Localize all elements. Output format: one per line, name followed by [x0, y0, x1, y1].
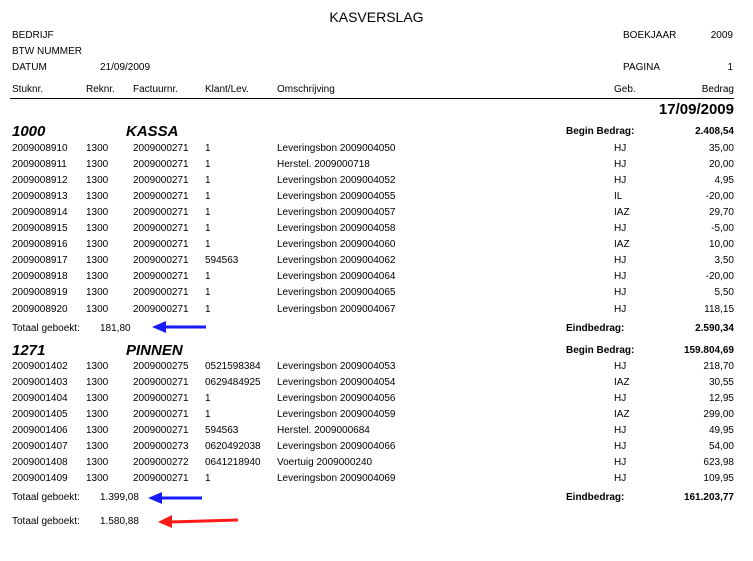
- cell-omschrijving: Leveringsbon 2009004066: [277, 441, 396, 453]
- cell-stuknr: 2009008913: [12, 191, 68, 203]
- cell-omschrijving: Voertuig 2009000240: [277, 457, 373, 469]
- begin-bedrag-label: Begin Bedrag:: [566, 126, 635, 137]
- cell-reknr: 1300: [86, 441, 109, 453]
- col-factuurnr: Factuurnr.: [133, 84, 179, 95]
- table-row: [0, 425, 753, 441]
- cell-klant: 1: [205, 303, 211, 315]
- cell-factuurnr: 2009000271: [133, 255, 189, 267]
- cell-stuknr: 2009001406: [12, 425, 68, 437]
- cell-bedrag: 4,95: [714, 175, 734, 187]
- cell-stuknr: 2009008910: [12, 143, 68, 154]
- red-arrow-icon: [156, 513, 242, 531]
- cell-geb: HJ: [614, 271, 627, 283]
- table-row: [0, 271, 753, 287]
- cell-factuurnr: 2009000273: [133, 441, 189, 453]
- cell-geb: IL: [614, 191, 623, 203]
- eindbedrag-value: 161.203,77: [683, 492, 734, 503]
- table-row: [0, 304, 753, 320]
- cell-factuurnr: 2009000271: [133, 425, 189, 437]
- cell-geb: HJ: [614, 361, 627, 372]
- cell-omschrijving: Herstel. 2009000718: [277, 159, 370, 171]
- cell-reknr: 1300: [86, 377, 109, 389]
- cell-stuknr: 2009008914: [12, 207, 68, 219]
- cell-bedrag: 49,95: [708, 425, 734, 437]
- cell-stuknr: 2009008917: [12, 255, 68, 267]
- cell-omschrijving: Leveringsbon 2009004062: [277, 255, 396, 267]
- cell-factuurnr: 2009000271: [133, 409, 189, 421]
- cell-klant: 0521598384: [205, 361, 261, 372]
- cell-reknr: 1300: [86, 175, 109, 187]
- cell-klant: 1: [205, 271, 211, 283]
- cell-bedrag: 54,00: [708, 441, 734, 453]
- cell-geb: HJ: [614, 223, 627, 235]
- cell-stuknr: 2009008911: [12, 159, 67, 171]
- cell-omschrijving: Leveringsbon 2009004052: [277, 175, 396, 187]
- table-row: [0, 473, 753, 489]
- datum-label: DATUM: [12, 62, 47, 73]
- cell-reknr: 1300: [86, 425, 109, 437]
- cell-klant: 1: [205, 191, 211, 203]
- table-row: [0, 255, 753, 271]
- cell-reknr: 1300: [86, 223, 109, 235]
- cell-stuknr: 2009001404: [12, 393, 68, 405]
- cell-omschrijving: Leveringsbon 2009004060: [277, 239, 396, 251]
- cell-geb: HJ: [614, 473, 627, 485]
- table-row: [0, 361, 753, 377]
- cell-bedrag: 12,95: [708, 393, 734, 405]
- col-geb: Geb.: [614, 84, 636, 95]
- cell-bedrag: 299,00: [703, 409, 734, 421]
- cell-stuknr: 2009001403: [12, 377, 68, 389]
- grand-total-value: 1.580,88: [100, 516, 139, 527]
- table-row: [0, 143, 753, 159]
- cell-factuurnr: 2009000271: [133, 223, 189, 235]
- cell-bedrag: 29,70: [708, 207, 734, 219]
- cell-bedrag: 30,55: [708, 377, 734, 389]
- cell-factuurnr: 2009000271: [133, 239, 189, 251]
- cell-geb: HJ: [614, 303, 627, 315]
- cell-omschrijving: Leveringsbon 2009004059: [277, 409, 396, 421]
- report-title: KASVERSLAG: [329, 9, 424, 25]
- cell-reknr: 1300: [86, 271, 109, 283]
- cell-klant: 1: [205, 473, 211, 485]
- cell-reknr: 1300: [86, 473, 109, 485]
- cell-bedrag: -20,00: [705, 271, 734, 283]
- cell-stuknr: 2009008915: [12, 223, 68, 235]
- cell-geb: HJ: [614, 159, 627, 171]
- cell-reknr: 1300: [86, 361, 109, 372]
- cell-omschrijving: Leveringsbon 2009004069: [277, 473, 396, 485]
- cell-geb: HJ: [614, 287, 627, 299]
- table-row: [0, 223, 753, 239]
- table-row: [0, 457, 753, 473]
- table-row: [0, 377, 753, 393]
- cell-omschrijving: Leveringsbon 2009004067: [277, 303, 396, 315]
- cell-reknr: 1300: [86, 287, 109, 299]
- begin-bedrag-value: 2.408,54: [695, 126, 734, 137]
- cell-geb: HJ: [614, 143, 627, 154]
- cell-factuurnr: 2009000271: [133, 159, 189, 171]
- cell-reknr: 1300: [86, 239, 109, 251]
- cell-reknr: 1300: [86, 159, 109, 171]
- cell-klant: 1: [205, 393, 211, 405]
- group-account-code: 1000: [12, 123, 46, 140]
- col-omschrijving: Omschrijving: [277, 84, 335, 95]
- cell-klant: 0641218940: [205, 457, 261, 469]
- cell-omschrijving: Leveringsbon 2009004056: [277, 393, 396, 405]
- cell-bedrag: 109,95: [703, 473, 734, 485]
- table-row: [0, 207, 753, 223]
- cell-bedrag: 118,15: [704, 303, 734, 315]
- col-bedrag: Bedrag: [701, 84, 734, 95]
- cell-factuurnr: 2009000271: [133, 207, 189, 219]
- grand-total-label: Totaal geboekt:: [12, 516, 80, 527]
- cell-bedrag: 20,00: [708, 159, 734, 171]
- cell-bedrag: 623,98: [703, 457, 734, 469]
- blue-arrow-icon: [150, 320, 210, 336]
- cell-reknr: 1300: [86, 303, 109, 315]
- cell-factuurnr: 2009000271: [133, 303, 189, 315]
- cell-omschrijving: Leveringsbon 2009004065: [277, 287, 396, 299]
- total-label: Totaal geboekt:: [12, 323, 80, 334]
- report-date: 17/09/2009: [658, 101, 734, 118]
- cell-klant: 1: [205, 159, 211, 171]
- cell-klant: 1: [205, 239, 211, 251]
- cell-factuurnr: 2009000271: [133, 377, 189, 389]
- cell-klant: 1: [205, 287, 211, 299]
- boekjaar-label: BOEKJAAR: [623, 30, 677, 41]
- cell-bedrag: 218,70: [703, 361, 734, 372]
- total-label: Totaal geboekt:: [12, 492, 80, 503]
- cell-factuurnr: 2009000271: [133, 287, 189, 299]
- cell-reknr: 1300: [86, 457, 109, 469]
- cell-stuknr: 2009008919: [12, 287, 68, 299]
- cell-stuknr: 2009001408: [12, 457, 68, 469]
- cell-factuurnr: 2009000271: [133, 473, 189, 485]
- cell-geb: HJ: [614, 393, 627, 405]
- cell-geb: IAZ: [614, 409, 630, 421]
- eindbedrag-label: Eindbedrag:: [566, 492, 625, 503]
- cell-factuurnr: 2009000271: [133, 143, 189, 154]
- cell-omschrijving: Leveringsbon 2009004058: [277, 223, 396, 235]
- cell-geb: IAZ: [614, 239, 630, 251]
- cell-klant: 1: [205, 175, 211, 187]
- table-row: [0, 239, 753, 255]
- cell-omschrijving: Leveringsbon 2009004050: [277, 143, 396, 154]
- table-row: [0, 409, 753, 425]
- cell-omschrijving: Leveringsbon 2009004057: [277, 207, 396, 219]
- cell-omschrijving: Leveringsbon 2009004055: [277, 191, 396, 203]
- cell-reknr: 1300: [86, 191, 109, 203]
- cell-stuknr: 2009001407: [12, 441, 68, 453]
- cell-geb: HJ: [614, 425, 627, 437]
- cell-factuurnr: 2009000275: [133, 361, 189, 372]
- group-account-name: KASSA: [126, 123, 179, 140]
- blue-arrow-icon: [146, 491, 206, 507]
- cell-bedrag: -20,00: [705, 191, 734, 203]
- cell-factuurnr: 2009000271: [133, 271, 189, 283]
- table-row: [0, 441, 753, 457]
- cell-stuknr: 2009008918: [12, 271, 68, 283]
- header-rule: [10, 98, 734, 99]
- cell-factuurnr: 2009000272: [133, 457, 189, 469]
- cell-klant: 594563: [205, 425, 239, 437]
- table-row: [0, 287, 753, 303]
- cell-klant: 1: [205, 409, 211, 421]
- cell-geb: HJ: [614, 441, 627, 453]
- cell-reknr: 1300: [86, 207, 109, 219]
- cell-stuknr: 2009008912: [12, 175, 68, 187]
- cell-bedrag: -5,00: [711, 223, 734, 235]
- cell-klant: 1: [205, 223, 211, 235]
- cell-stuknr: 2009001405: [12, 409, 68, 421]
- pagina-label: PAGINA: [623, 62, 661, 73]
- cell-klant: 594563: [205, 255, 239, 267]
- cell-reknr: 1300: [86, 409, 109, 421]
- col-reknr: Reknr.: [86, 84, 115, 95]
- cell-factuurnr: 2009000271: [133, 393, 189, 405]
- table-row: [0, 393, 753, 409]
- table-row: [0, 159, 753, 175]
- col-stuknr: Stuknr.: [12, 84, 44, 95]
- btw-label: BTW NUMMER: [12, 46, 82, 57]
- cell-klant: 1: [205, 143, 211, 154]
- cell-stuknr: 2009001402: [12, 361, 68, 372]
- cell-geb: HJ: [614, 255, 627, 267]
- total-value: 181,80: [100, 323, 131, 334]
- cell-klant: 0620492038: [205, 441, 261, 453]
- eindbedrag-label: Eindbedrag:: [566, 323, 625, 334]
- cell-geb: HJ: [614, 175, 627, 187]
- cell-omschrijving: Herstel. 2009000684: [277, 425, 370, 437]
- group-account-code: 1271: [12, 342, 46, 359]
- cell-stuknr: 2009008916: [12, 239, 68, 251]
- cell-reknr: 1300: [86, 143, 109, 154]
- cell-omschrijving: Leveringsbon 2009004054: [277, 377, 396, 389]
- total-value: 1.399,08: [100, 492, 139, 503]
- cell-klant: 0629484925: [205, 377, 261, 389]
- cell-geb: IAZ: [614, 377, 630, 389]
- cell-omschrijving: Leveringsbon 2009004053: [277, 361, 396, 372]
- cell-reknr: 1300: [86, 255, 109, 267]
- datum-value: 21/09/2009: [100, 62, 151, 73]
- cell-bedrag: 5,50: [714, 287, 734, 299]
- begin-bedrag-value: 159.804,69: [683, 345, 734, 356]
- cell-geb: IAZ: [614, 207, 630, 219]
- cell-bedrag: 35,00: [708, 143, 734, 154]
- cell-reknr: 1300: [86, 393, 109, 405]
- group-account-name: PINNEN: [126, 342, 183, 359]
- cell-stuknr: 2009008920: [12, 303, 68, 315]
- col-klant: Klant/Lev.: [205, 84, 249, 95]
- cell-bedrag: 10,00: [708, 239, 734, 251]
- begin-bedrag-label: Begin Bedrag:: [566, 345, 635, 356]
- cell-factuurnr: 2009000271: [133, 191, 189, 203]
- cell-klant: 1: [205, 207, 211, 219]
- cell-geb: HJ: [614, 457, 627, 469]
- bedrijf-label: BEDRIJF: [12, 30, 54, 41]
- table-row: [0, 191, 753, 207]
- table-row: [0, 175, 753, 191]
- cell-omschrijving: Leveringsbon 2009004064: [277, 271, 396, 283]
- pagina-value: 1: [727, 62, 733, 73]
- cell-stuknr: 2009001409: [12, 473, 68, 485]
- cell-factuurnr: 2009000271: [133, 175, 189, 187]
- eindbedrag-value: 2.590,34: [695, 323, 734, 334]
- boekjaar-value: 2009: [710, 30, 733, 41]
- cell-bedrag: 3,50: [714, 255, 734, 267]
